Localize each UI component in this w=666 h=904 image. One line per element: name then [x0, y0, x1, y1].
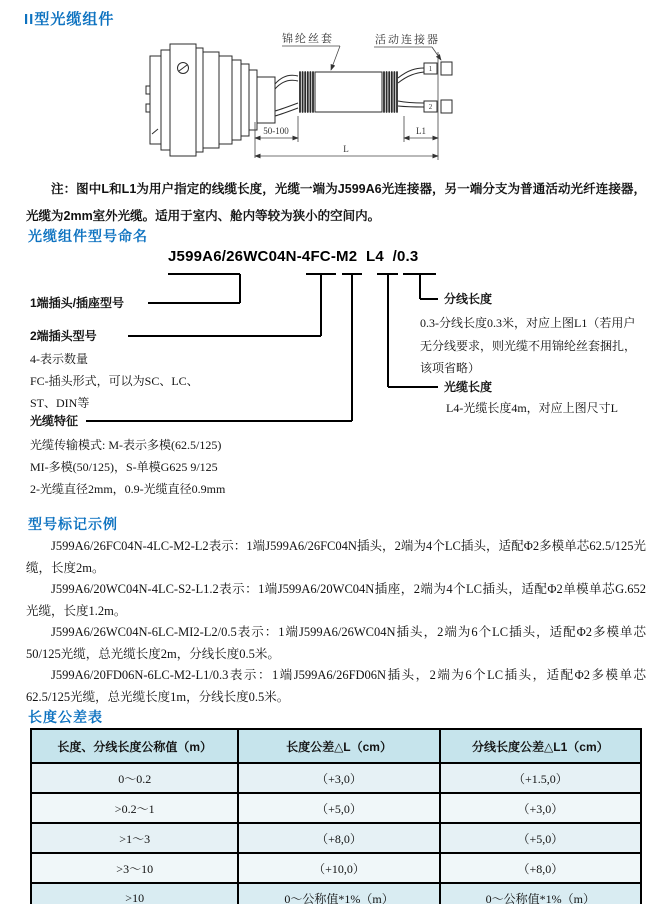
table-cell: 0～公称值*1%（m）: [440, 883, 641, 904]
example-paragraph: J599A6/26WC04N-6LC-MI2-L2/0.5表示：1端J599A6/26WC04N插头，2端为6个LC插头，适配Φ2多模单芯50/125光缆，总光缆长度2m，分线长度0.5米。: [26, 625, 646, 661]
dim-neck-label: 50-100: [263, 126, 289, 136]
examples-block: [26, 536, 646, 708]
branch-number-1: 1: [428, 65, 433, 73]
table-cell: >1～3: [31, 823, 238, 853]
table-cell: （+5,0）: [440, 823, 641, 853]
page-title: II型光缆组件: [24, 11, 115, 28]
note-plug-form-2: ST、DIN等: [30, 396, 90, 410]
cable-boot: [257, 77, 275, 123]
table-cell: >3～10: [31, 853, 238, 883]
table-row: [31, 883, 641, 904]
table-cell: （+8,0）: [238, 823, 439, 853]
sleeve-leader-line: [331, 46, 340, 70]
table-row: [31, 763, 641, 793]
section-heading-naming: 光缆组件型号命名: [28, 228, 148, 244]
table-cell: >10: [31, 883, 238, 904]
note-branch-length: 0.3-分线长度0.3米，对应上图L1（若用户无分线要求，则光缆不用锦纶丝套捆扎，该项省略）: [420, 316, 637, 375]
tolerance-table: [30, 728, 642, 904]
table-cell: （+10,0）: [238, 853, 439, 883]
knurled-ring: [232, 60, 241, 140]
connector-leader-line: [432, 47, 441, 60]
table-header-length-tol: 长度公差△L（cm）: [238, 729, 439, 763]
example-paragraph: J599A6/20FD06N-6LC-M2-L1/0.3表示：1端J599A6/26FD06N插头，2端为6个LC插头，适配Φ2多模单芯62.5/125光缆，总光缆长度1m，分线长度0.5米。: [26, 668, 646, 704]
table-row: [31, 853, 641, 883]
example-paragraph: J599A6/26FC04N-4LC-M2-L2表示：1端J599A6/26FC04N插头，2端为4个LC插头，适配Φ2多模单芯62.5/125光缆，长度2m。: [26, 539, 646, 575]
label-cable-feature: 光缆特征: [30, 414, 79, 428]
cable-assembly-drawing: [130, 30, 470, 170]
nylon-braid-sleeve: [315, 72, 382, 112]
j599-plug-body: [146, 44, 275, 156]
label-cable-length: 光缆长度: [444, 380, 493, 394]
label-end2-model: 2端插头型号: [30, 329, 97, 343]
table-cell: （+5,0）: [238, 793, 439, 823]
fiber-wires-left: [275, 75, 298, 116]
binding-coil-right: [384, 72, 397, 112]
table-cell: （+8,0）: [440, 853, 641, 883]
table-cell: （+3,0）: [440, 793, 641, 823]
label-branch-length: 分线长度: [444, 292, 493, 306]
model-number: J599A6/26WC04N-4FC-M2 L4 /0.3: [168, 248, 419, 265]
section-heading-tolerance: 长度公差表: [28, 709, 103, 725]
section-heading-examples: 型号标记示例: [28, 516, 118, 532]
branch-number-2: 2: [428, 103, 433, 111]
example-paragraph: J599A6/20WC04N-4LC-S2-L1.2表示：1端J599A6/20WC04N插座，2端为4个LC插头，适配Φ2单模单芯G.652光缆，长度1.2m。: [26, 582, 646, 618]
table-header-branch-tol: 分线长度公差△L1（cm）: [440, 729, 641, 763]
movable-connector-label: 活动连接器: [375, 34, 440, 46]
dim-total-label: L: [343, 144, 349, 154]
sleeve-label: 锦纶丝套: [282, 33, 334, 45]
note-cable-feature-1: 光缆传输模式: M-表示多模(62.5/125): [30, 438, 222, 452]
table-cell: 0～公称值*1%（m）: [238, 883, 439, 904]
table-cell: >0.2～1: [31, 793, 238, 823]
table-cell: 0～0.2: [31, 763, 238, 793]
table-row: [31, 823, 641, 853]
dim-branch-label: L1: [416, 126, 426, 136]
note-text: 注：图中L和L1为用户指定的线缆长度，光缆一端为J599A6光连接器，另一端分支为普通活动光纤连接器，光缆为2mm室外光缆。适用于室内、舱内等较为狭小的空间内。: [26, 182, 646, 223]
note-plug-form-1: FC-插头形式，可以为SC、LC、: [30, 374, 199, 388]
table-header-nominal: 长度、分线长度公称值（m）: [31, 729, 238, 763]
table-cell: （+1.5,0）: [440, 763, 641, 793]
note-cable-feature-2: MI-多模(50/125)，S-单模G625 9/125: [30, 460, 218, 474]
table-cell: （+3,0）: [238, 763, 439, 793]
fiber-wires-right: [398, 68, 424, 107]
table-row: [31, 793, 641, 823]
table-header-row: [31, 729, 641, 763]
binding-coil-left: [300, 72, 313, 112]
note-cable-length: L4-光缆长度4m，对应上图尺寸L: [446, 401, 618, 415]
label-end1-model: 1端插头/插座型号: [30, 296, 125, 310]
note-quantity: 4-表示数量: [30, 352, 88, 366]
note-cable-feature-3: 2-光缆直径2mm，0.9-光缆直径0.9mm: [30, 482, 226, 496]
